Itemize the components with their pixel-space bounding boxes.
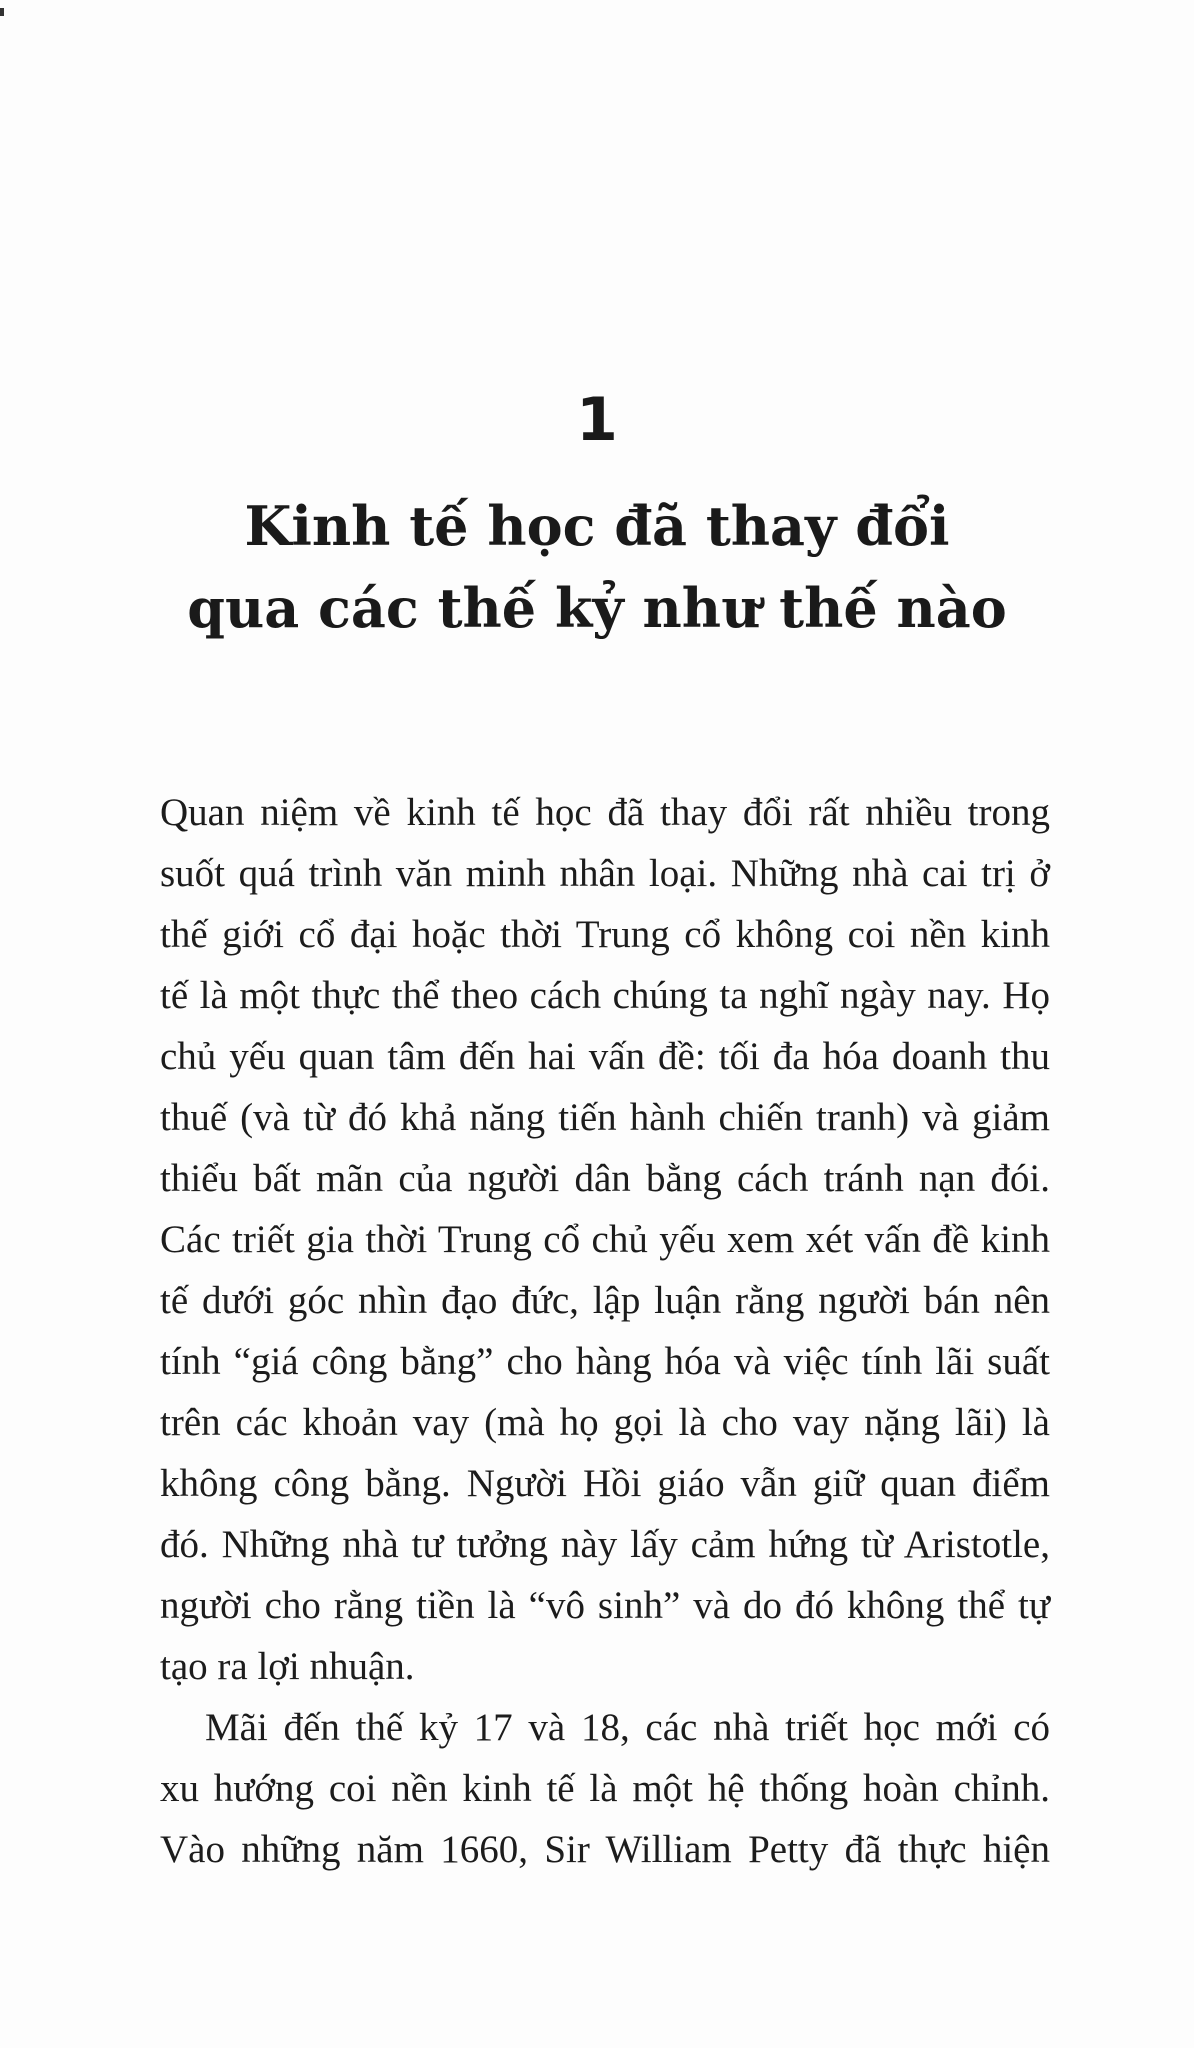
text-line: đó. Những nhà tư tưởng này lấy cảm hứng từ Aristotle, [160,1523,1050,1566]
text-line: Mãi đến thế kỷ 17 và 18, các nhà triết học mới có [205,1706,1050,1749]
text-line: tế dưới góc nhìn đạo đức, lập luận rằng người bán nên [160,1279,1050,1322]
text-line: Các triết gia thời Trung cổ chủ yếu xem xét vấn đề kinh [160,1218,1050,1261]
text-line: tạo ra lợi nhuận. [160,1645,415,1688]
scan-mark [0,8,4,16]
text-line: trên các khoản vay (mà họ gọi là cho vay nặng lãi) là [160,1401,1050,1444]
paragraph-2 [160,1697,1050,1880]
text-line: Vào những năm 1660, Sir William Petty đã thực hiện [160,1828,1050,1871]
chapter-title [0,485,1194,649]
text-line: thế giới cổ đại hoặc thời Trung cổ không coi nền kinh [160,913,1050,956]
text-line: chủ yếu quan tâm đến hai vấn đề: tối đa hóa doanh thu [160,1035,1050,1078]
chapter-title-line-1: Kinh tế học đã thay đổi [244,494,950,558]
text-line: thuế (và từ đó khả năng tiến hành chiến tranh) và giảm [160,1096,1050,1139]
paragraph-1 [160,782,1050,1697]
text-line: suốt quá trình văn minh nhân loại. Những nhà cai trị ở [160,852,1050,895]
text-line: Quan niệm về kinh tế học đã thay đổi rất nhiều trong [160,791,1050,834]
chapter-title-line-2: qua các thế kỷ như thế nào [187,576,1007,640]
text-line: người cho rằng tiền là “vô sinh” và do đó không thể tự [160,1584,1050,1627]
text-line: tế là một thực thể theo cách chúng ta nghĩ ngày nay. Họ [160,974,1050,1017]
chapter-number: 1 [576,385,618,455]
body-text [160,782,1050,1880]
text-line: thiểu bất mãn của người dân bằng cách tránh nạn đói. [160,1157,1050,1200]
text-line: tính “giá công bằng” cho hàng hóa và việc tính lãi suất [160,1340,1050,1383]
text-line: không công bằng. Người Hồi giáo vẫn giữ quan điểm [160,1462,1050,1505]
text-line: xu hướng coi nền kinh tế là một hệ thống hoàn chỉnh. [160,1767,1050,1810]
